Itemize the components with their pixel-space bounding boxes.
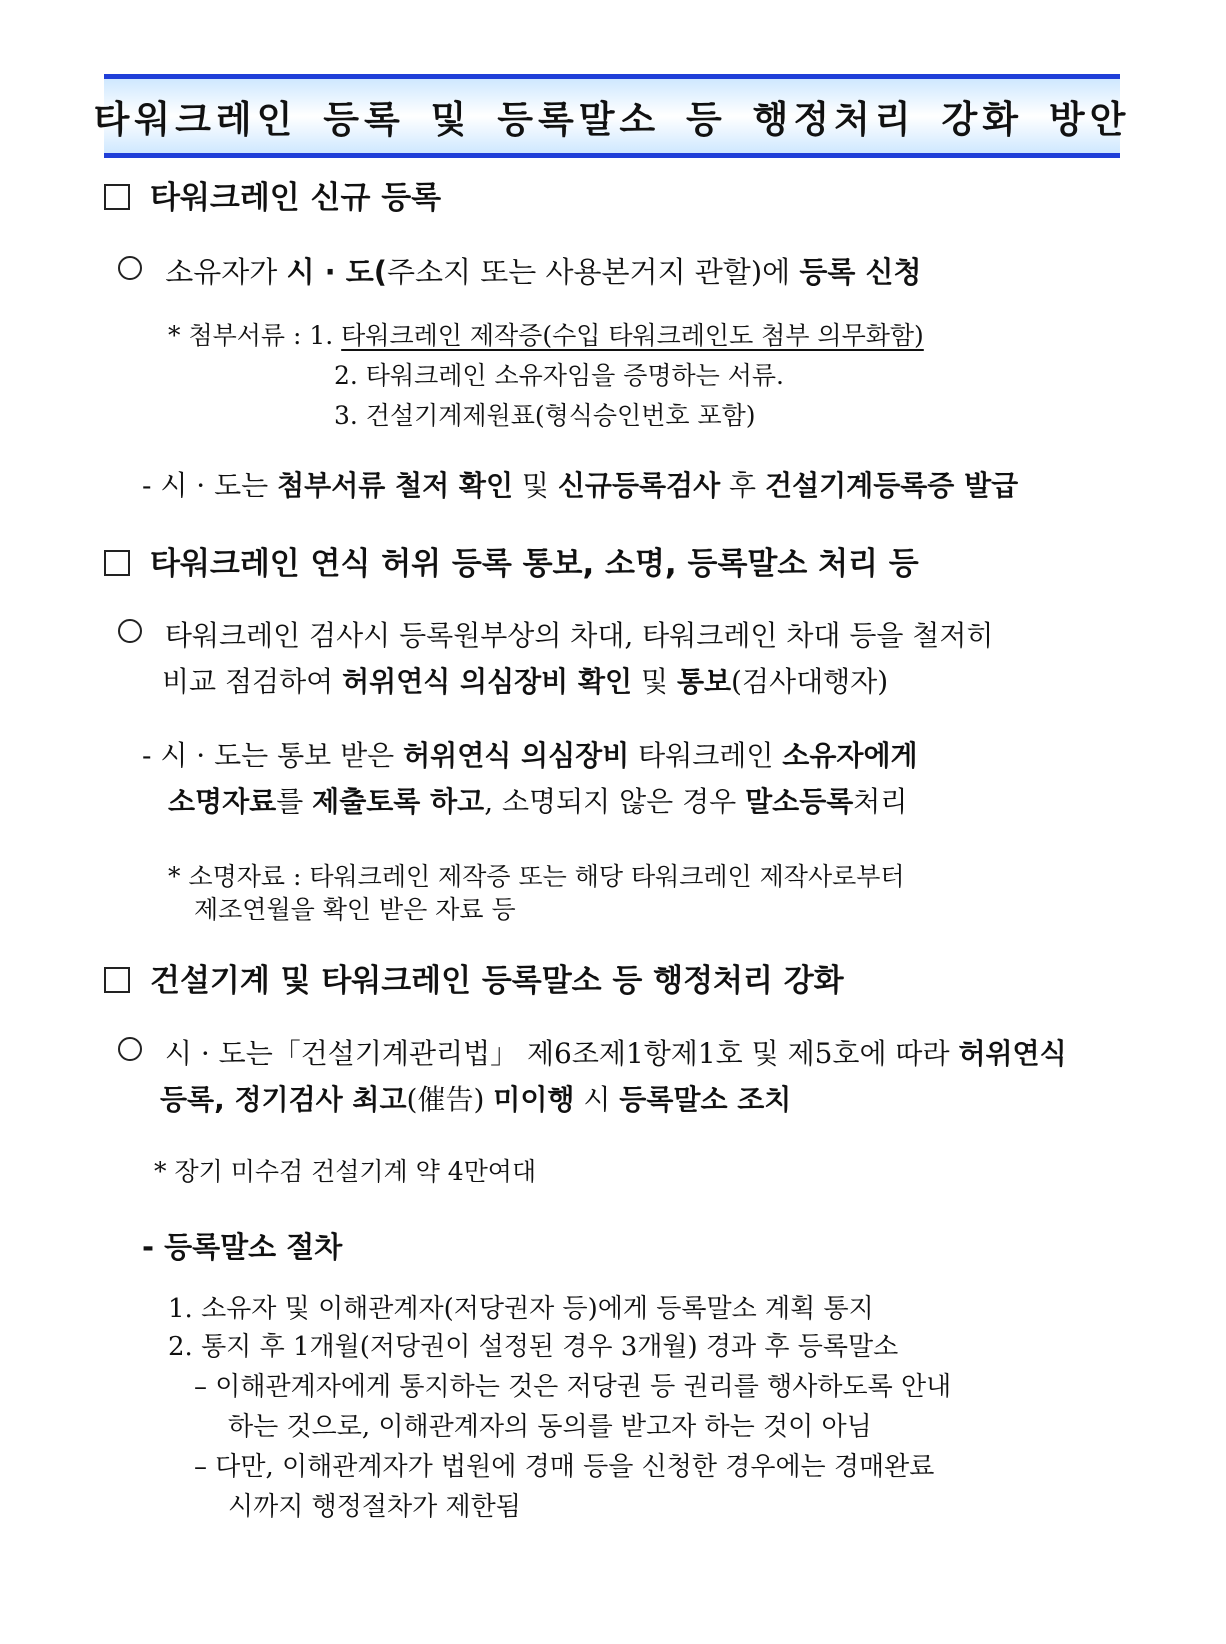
checkbox-square-icon — [104, 184, 130, 210]
s2-item-line1: 타워크레인 검사시 등록원부상의 차대, 타워크레인 차대 등을 철저히 — [118, 614, 993, 654]
procedure-sub2-line2: 시까지 행정절차가 제한됨 — [228, 1492, 521, 1522]
s1-note-line3: 3. 건설기계제원표(형식승인번호 포함) — [334, 401, 756, 430]
section-3-heading: 건설기계 및 타워크레인 등록말소 등 행정처리 강화 — [104, 955, 844, 1000]
s3-procedure-heading: - 등록말소 절차 — [142, 1230, 343, 1264]
s1-note-line2: 2. 타워크레인 소유자임을 증명하는 서류. — [334, 361, 784, 390]
s2-dash-line1: - 시 · 도는 통보 받은 허위연식 의심장비 타워크레인 소유자에게 — [142, 739, 918, 772]
page-title: 타워크레인 등록 및 등록말소 등 행정처리 강화 방안 — [93, 98, 1131, 141]
title-banner — [93, 74, 1131, 158]
s3-item-line1: 시 · 도는「건설기계관리법」 제6조제1항제1호 및 제5호에 따라 허위연식 — [118, 1032, 1067, 1072]
procedure-sub1-line1: – 이해관계자에게 통지하는 것은 저당권 등 권리를 행사하도록 안내 — [194, 1372, 952, 1402]
checkbox-square-icon — [104, 967, 130, 993]
section-2-heading: 타워크레인 연식 허위 등록 통보, 소명, 등록말소 처리 등 — [104, 538, 919, 583]
section-1-heading: 타워크레인 신규 등록 — [104, 172, 441, 217]
procedure-sub2-line1: – 다만, 이해관계자가 법원에 경매 등을 신청한 경우에는 경매완료 — [194, 1452, 935, 1482]
checkbox-square-icon — [104, 550, 130, 576]
circle-bullet-icon — [118, 256, 142, 280]
procedure-step-1: 1. 소유자 및 이해관계자(저당권자 등)에게 등록말소 계획 통지 — [168, 1294, 874, 1324]
s2-note-line2: 제조연월을 확인 받은 자료 등 — [194, 895, 516, 924]
procedure-sub1-line2: 하는 것으로, 이해관계자의 동의를 받고자 하는 것이 아님 — [228, 1412, 872, 1442]
s1-item: 소유자가 시 · 도(주소지 또는 사용본거지 관할)에 등록 신청 — [118, 250, 922, 291]
s2-item-line2: 비교 점검하여 허위연식 의심장비 확인 및 통보(검사대행자) — [162, 665, 889, 698]
s2-note-line1: * 소명자료 : 타워크레인 제작증 또는 해당 타워크레인 제작사로부터 — [168, 862, 905, 891]
s3-note: * 장기 미수검 건설기계 약 4만여대 — [154, 1157, 537, 1186]
procedure-step-2: 2. 통지 후 1개월(저당권이 설정된 경우 3개월) 경과 후 등록말소 — [168, 1332, 899, 1362]
circle-bullet-icon — [118, 1037, 142, 1061]
s3-item-line2: 등록, 정기검사 최고(催告) 미이행 시 등록말소 조치 — [160, 1083, 792, 1116]
s2-dash-line2: 소명자료를 제출토록 하고, 소명되지 않은 경우 말소등록처리 — [168, 785, 908, 818]
s1-dash-item: - 시 · 도는 첨부서류 철저 확인 및 신규등록검사 후 건설기계등록증 발급 — [142, 469, 1019, 502]
s1-note-line1: * 첨부서류 : 1. 타워크레인 제작증(수입 타워크레인도 첨부 의무화함) — [168, 321, 924, 350]
circle-bullet-icon — [118, 619, 142, 643]
